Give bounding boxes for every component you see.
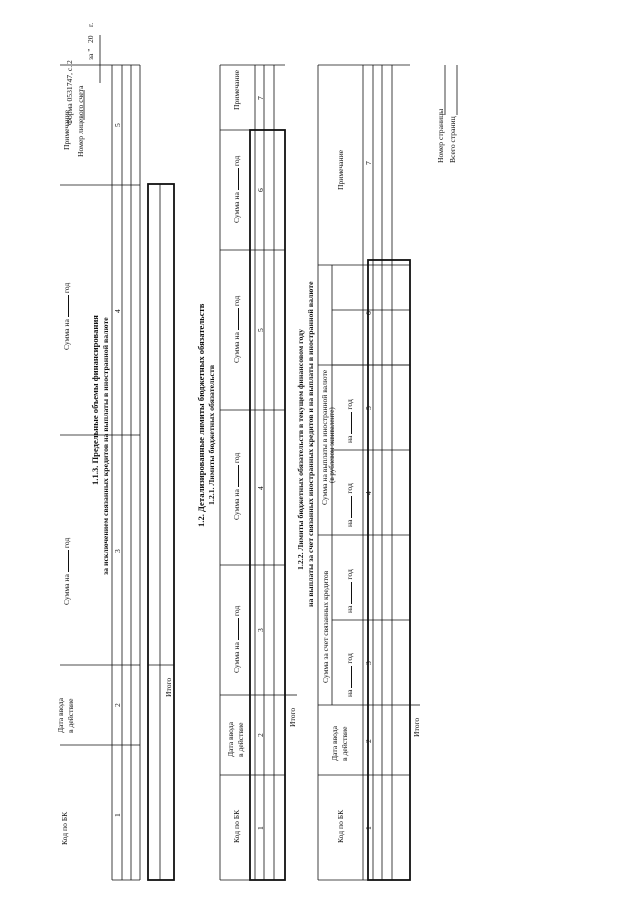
account-number-label: Номер лицевого счета [76, 85, 85, 157]
sec122-num-3: 3 [364, 661, 373, 665]
sec113-num-3: 3 [113, 549, 122, 553]
sec113-num-5: 5 [113, 123, 122, 127]
sec122-num-1: 1 [364, 826, 373, 830]
sec122-group-foreign-1: Сумма на выплаты в иностранной валюте [320, 369, 329, 505]
total-pages-label: Всего страниц [448, 116, 457, 163]
sec113-col-sum1: Сумма нагод [62, 537, 71, 605]
page-number-label: Номер страницы [436, 108, 445, 163]
sec12-num-2: 2 [256, 733, 265, 737]
sec122-num-7: 7 [364, 161, 373, 165]
sec122-col-date-line2: в действие [340, 726, 349, 761]
sec12-col-date-line2: в действие [236, 722, 245, 757]
sec122-group-foreign-2: (в рублевом эквиваленте) [328, 407, 336, 483]
sec113-col-sum2: Сумма нагод [62, 282, 71, 350]
sec122-num-4: 4 [364, 491, 373, 495]
sec12-total: Итого [288, 707, 297, 727]
sec113-num-4: 4 [113, 309, 122, 313]
date-prefix: за " [86, 48, 95, 60]
year-prefix: 20 [86, 35, 95, 43]
form-reference: Форма 0531747, с. 2 [65, 60, 74, 125]
section-1-2-title: 1.2. Детализированные лимиты бюджетных обязательств [196, 303, 206, 527]
section-1-2-1-subtitle: 1.2.1. Лимиты бюджетных обязательств [207, 364, 216, 505]
sec122-col-note: Примечание [336, 149, 345, 190]
sec122-num-6: 6 [364, 311, 373, 315]
sec12-num-3: 3 [256, 628, 265, 632]
sec12-col-sum4: Сумма нагод [232, 155, 241, 223]
sec12-num-4: 4 [256, 486, 265, 490]
section-1-2-2-title: 1.2.2. Лимиты бюджетных обязательств в текущем финансовом году [296, 329, 305, 570]
year-suffix: г. [86, 22, 95, 27]
sec12-col-date-line1: Дата ввода [226, 722, 235, 757]
sec113-col-note: Примечание [62, 109, 71, 150]
sec122-sub-4: нагод [345, 399, 354, 443]
sec122-num-2: 2 [364, 739, 373, 743]
sec113-num-2: 2 [113, 703, 122, 707]
sec122-sub-1: нагод [345, 653, 354, 697]
table-1-1-3-lines [60, 65, 174, 880]
sec122-total: Итого [412, 717, 421, 737]
sec12-col-code: Код по БК [232, 809, 241, 843]
sec122-col-date-line1: Дата ввода [330, 726, 339, 761]
sec122-num-5: 5 [364, 406, 373, 410]
section-1-2-2-subtitle: на выплаты за счет связанных иностранных кредитов и на выплаты в иностранной валюте [306, 281, 315, 607]
sec122-sub-2: нагод [345, 569, 354, 613]
section-1-1-3-title: 1.1.3. Предельные объемы финансирования [90, 315, 100, 485]
sec122-sub-3: нагод [345, 483, 354, 527]
footer-page-boxes [445, 65, 457, 115]
sec113-total: Итого [164, 677, 173, 697]
sec12-num-1: 1 [256, 826, 265, 830]
sec12-col-sum1: Сумма нагод [232, 605, 241, 673]
sec12-num-6: 6 [256, 188, 265, 192]
sec12-col-sum3: Сумма нагод [232, 295, 241, 363]
sec122-col-code: Код по БК [336, 809, 345, 843]
sec113-col-date-line2: в действие [66, 698, 75, 733]
sec113-num-1: 1 [113, 813, 122, 817]
sec12-num-7: 7 [256, 96, 265, 100]
sec122-group-linked: Сумма за счет связанных кредитов [321, 570, 330, 683]
section-1-1-3-subtitle: за исключением связанных кредитов на выплаты в иностранной валюте [101, 317, 110, 575]
sec113-col-code: Код по БК [60, 811, 69, 845]
sec12-col-sum2: Сумма нагод [232, 452, 241, 520]
sec12-col-note: Примечание [232, 69, 241, 110]
sec12-num-5: 5 [256, 328, 265, 332]
sec113-col-date-line1: Дата ввода [56, 698, 65, 733]
